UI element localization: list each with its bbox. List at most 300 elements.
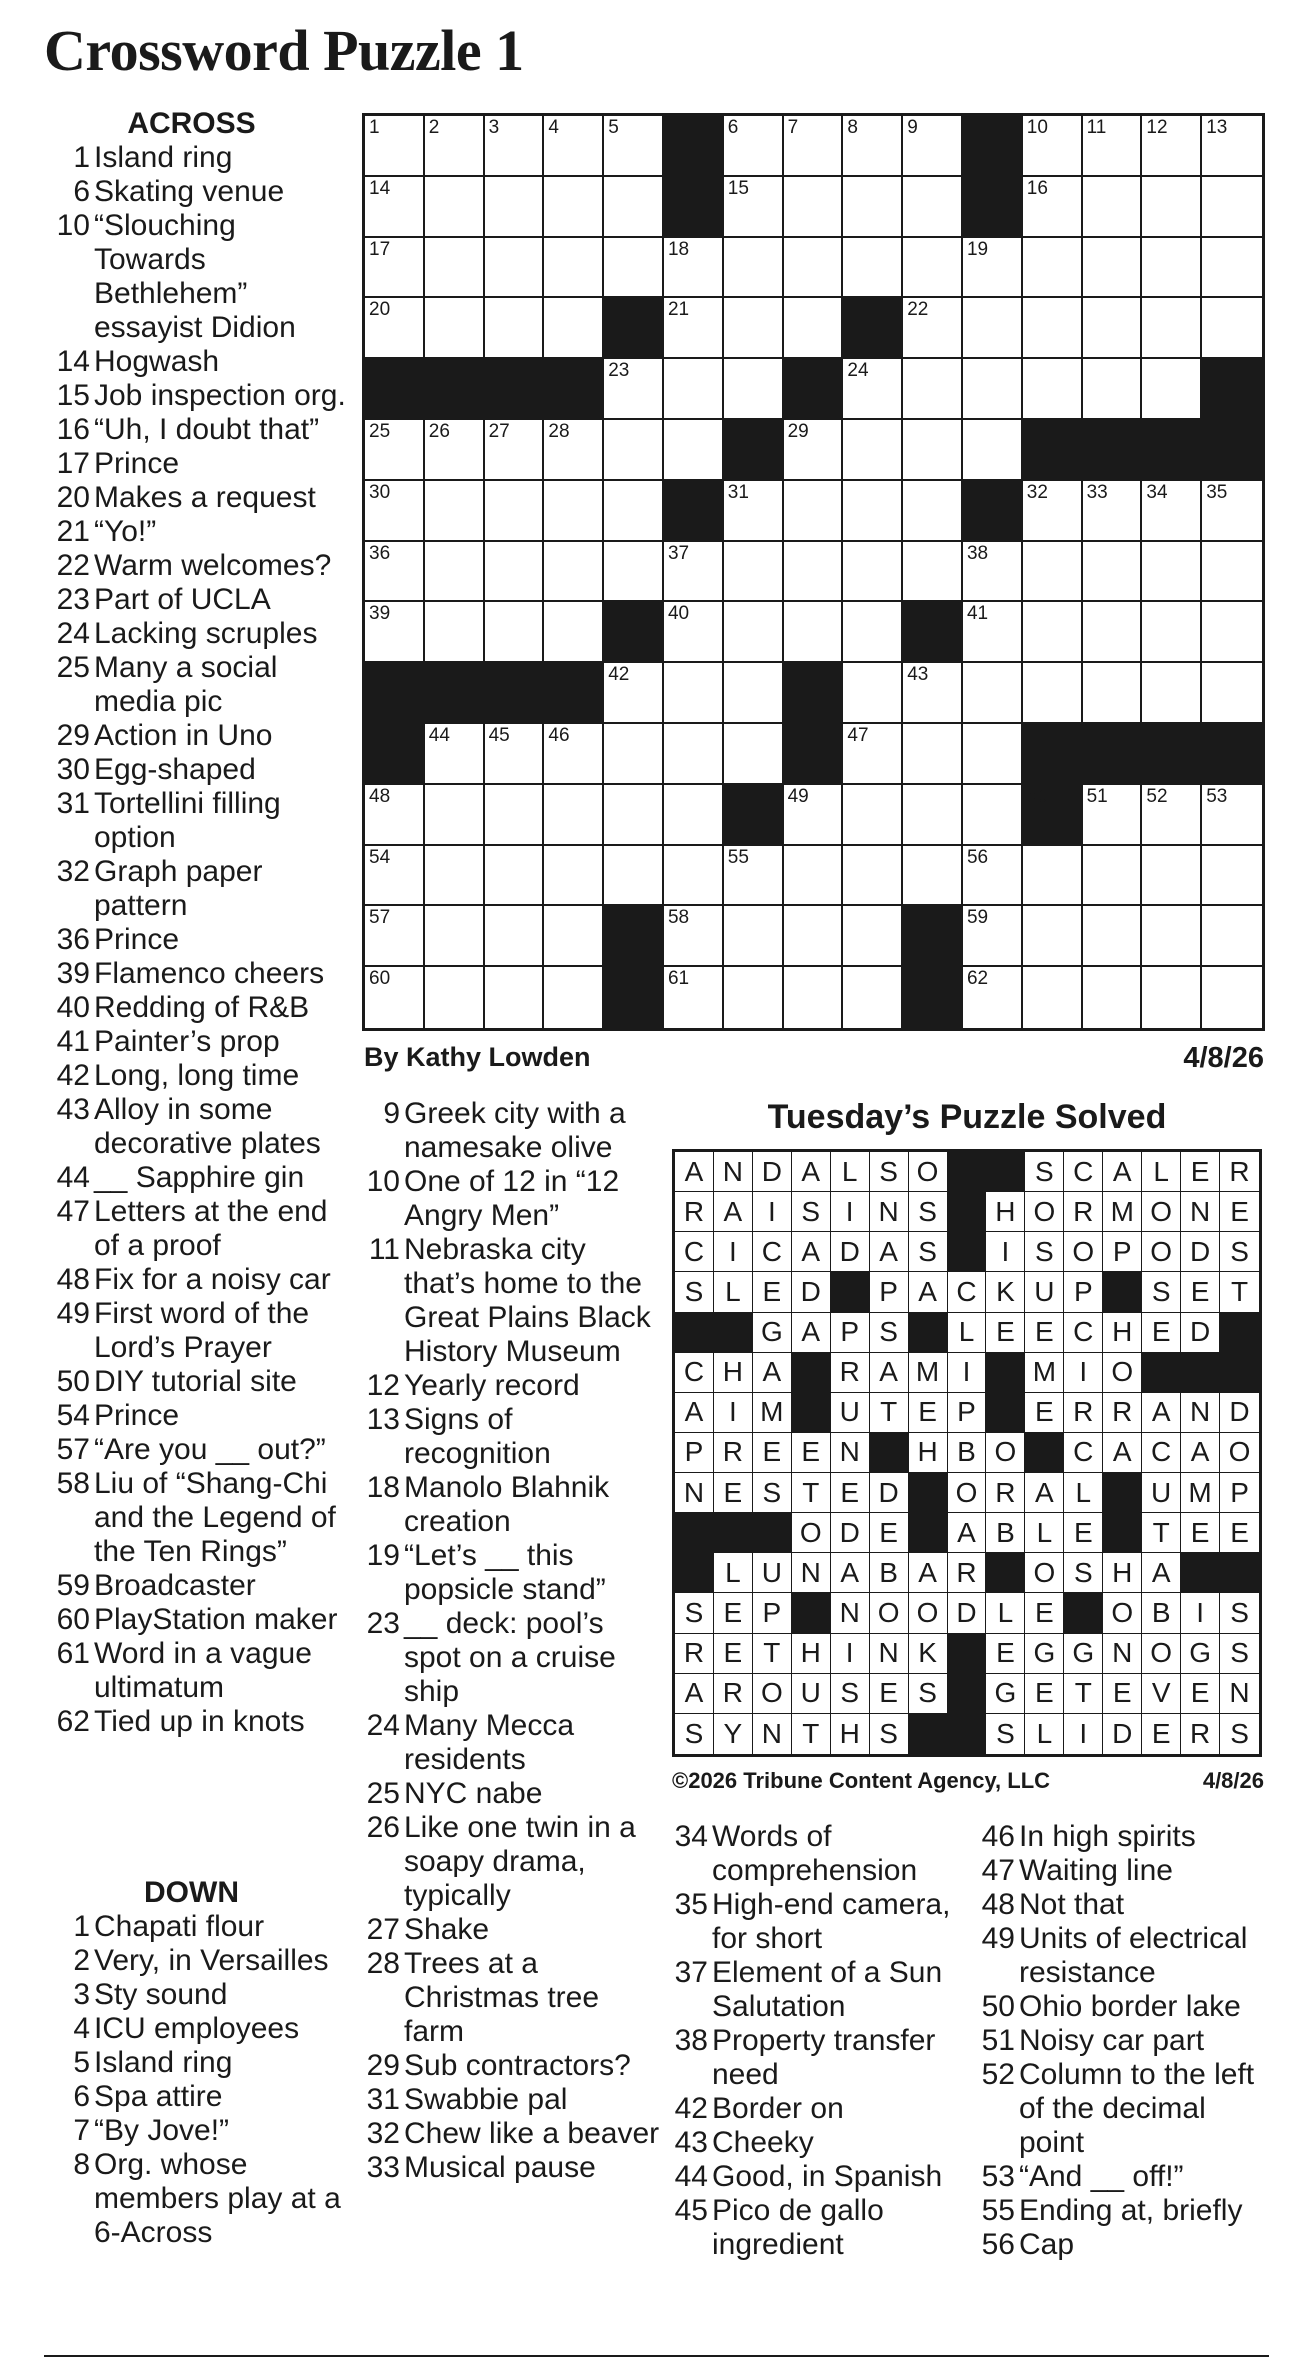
grid-cell[interactable] [1083,359,1143,420]
grid-cell[interactable] [1142,359,1202,420]
solved-letter: S [870,1714,909,1754]
grid-cell[interactable] [365,542,425,603]
grid-cell[interactable] [664,785,724,846]
grid-cell[interactable] [365,298,425,359]
clue-number: 29 [366,2049,400,2082]
bottom-divider [44,2355,1269,2357]
black-square [1083,420,1143,481]
grid-cell[interactable] [425,542,485,603]
grid-cell[interactable] [724,602,784,663]
grid-cell[interactable] [485,542,545,603]
grid-cell[interactable] [485,846,545,907]
solved-letter: U [831,1393,870,1433]
grid-cell[interactable] [544,785,604,846]
grid-cell[interactable] [1142,481,1202,542]
grid-cell[interactable] [485,177,545,238]
black-square [1202,359,1262,420]
solved-letter: R [675,1634,714,1674]
grid-cell[interactable] [1023,846,1083,907]
grid-cell[interactable] [1023,359,1083,420]
grid-cell[interactable] [425,116,485,177]
clue-number: 33 [366,2151,400,2184]
black-square [963,116,1023,177]
clue-number: 16 [56,413,90,446]
clue-text: Like one twin in a soapy drama, typically [404,1811,636,1912]
clue-text: Word in a vague ultimatum [94,1637,312,1704]
grid-cell[interactable] [903,298,963,359]
black-square [903,602,963,663]
grid-cell[interactable] [1083,663,1143,724]
grid-cell[interactable] [903,116,963,177]
grid-cell[interactable] [903,724,963,785]
clue-text: First word of the Lord’s Prayer [94,1297,310,1364]
grid-cell[interactable] [604,359,664,420]
grid-cell[interactable] [604,481,664,542]
grid-cell[interactable] [485,298,545,359]
clue-number: 56 [981,2228,1015,2261]
black-square [1142,420,1202,481]
grid-cell[interactable] [963,298,1023,359]
down-clue-19 [360,1539,660,1607]
grid-cell[interactable] [544,420,604,481]
grid-cell[interactable] [724,724,784,785]
down-clue-18 [360,1471,660,1539]
solved-letter: E [1181,1674,1220,1714]
grid-cell[interactable] [1142,785,1202,846]
solved-letter: E [1142,1313,1181,1353]
grid-cell[interactable] [1202,846,1262,907]
grid-cell[interactable] [485,238,545,299]
grid-cell[interactable] [544,116,604,177]
down-clue-list-2 [360,1097,660,2185]
grid-cell[interactable] [724,846,784,907]
grid-cell[interactable] [664,663,724,724]
grid-cell[interactable] [604,177,664,238]
solved-letter: S [1025,1232,1064,1272]
grid-cell[interactable] [963,724,1023,785]
clue-text: Nebraska city that’s home to the Great Plains Black History Museum [404,1233,651,1368]
grid-cell[interactable] [1142,116,1202,177]
grid-cell[interactable] [425,724,485,785]
clue-number: 30 [56,753,90,786]
solved-letter: C [1064,1152,1103,1192]
grid-cell[interactable] [485,967,545,1028]
solved-black-square [909,1473,948,1513]
grid-cell[interactable] [784,906,844,967]
grid-cell[interactable] [784,298,844,359]
grid-cell[interactable] [843,846,903,907]
grid-cell[interactable] [604,785,664,846]
down-clue-51 [975,2024,1275,2058]
grid-cell[interactable] [1202,116,1262,177]
grid-cell[interactable] [1142,663,1202,724]
grid-cell[interactable] [724,542,784,603]
grid-cell[interactable] [604,663,664,724]
grid-cell[interactable] [784,177,844,238]
solved-letter: R [831,1353,870,1393]
solved-letter: C [1064,1313,1103,1353]
grid-cell[interactable] [963,359,1023,420]
grid-cell[interactable] [544,481,604,542]
solved-letter: A [870,1353,909,1393]
solved-letter: E [714,1593,753,1633]
grid-cell[interactable] [903,420,963,481]
grid-cell[interactable] [425,846,485,907]
solved-letter: E [1025,1593,1064,1633]
grid-cell[interactable] [365,238,425,299]
grid-cell[interactable] [365,177,425,238]
grid-cell[interactable] [1083,967,1143,1028]
grid-cell[interactable] [1202,663,1262,724]
grid-cell[interactable] [604,420,664,481]
clue-number: 8 [73,2148,90,2181]
down-clue-55 [975,2194,1275,2228]
grid-cell[interactable] [724,116,784,177]
grid-cell[interactable] [664,542,724,603]
solved-letter: S [831,1674,870,1714]
grid-cell[interactable] [1023,238,1083,299]
clue-number: 51 [981,2024,1015,2057]
clue-text: Skating venue [94,175,285,208]
grid-cell[interactable] [664,420,724,481]
grid-cell[interactable] [1142,298,1202,359]
solved-letter: M [909,1353,948,1393]
down-clue-13 [360,1403,660,1471]
solved-letter: S [1220,1634,1259,1674]
grid-cell[interactable] [784,238,844,299]
down-clue-37 [668,1956,968,2024]
grid-cell[interactable] [664,602,724,663]
grid-cell[interactable] [425,785,485,846]
grid-cell[interactable] [1142,238,1202,299]
clue-text: Prince [94,447,180,480]
grid-cell[interactable] [784,785,844,846]
solved-letter: O [1220,1433,1259,1473]
grid-cell[interactable] [963,602,1023,663]
grid-cell[interactable] [544,602,604,663]
grid-cell[interactable] [425,967,485,1028]
grid-cell[interactable] [1023,542,1083,603]
grid-cell[interactable] [1142,602,1202,663]
clue-number: 48 [56,1263,90,1296]
grid-cell[interactable] [425,238,485,299]
grid-cell[interactable] [1083,542,1143,603]
grid-cell[interactable] [1142,906,1202,967]
across-clue-36 [50,923,350,957]
solved-letter: T [792,1473,831,1513]
grid-cell[interactable] [903,177,963,238]
grid-cell[interactable] [544,177,604,238]
clue-number: 62 [56,1705,90,1738]
grid-cell[interactable] [1202,542,1262,603]
grid-cell[interactable] [1023,116,1083,177]
grid-cell[interactable] [664,298,724,359]
grid-cell[interactable] [843,238,903,299]
cell-number: 22 [907,299,929,321]
grid-cell[interactable] [544,846,604,907]
grid-cell[interactable] [1083,177,1143,238]
solved-letter: N [753,1714,792,1754]
solved-black-square [753,1513,792,1553]
grid-cell[interactable] [1083,785,1143,846]
grid-cell[interactable] [604,846,664,907]
across-clue-54 [50,1399,350,1433]
grid-cell[interactable] [1083,298,1143,359]
cell-number: 56 [966,846,989,868]
cell-number: 57 [369,907,391,929]
grid-cell[interactable] [365,602,425,663]
cell-number: 36 [369,542,391,564]
solved-letter: A [792,1313,831,1353]
clue-text: “Uh, I doubt that” [94,413,320,446]
grid-cell[interactable] [724,359,784,420]
grid-cell[interactable] [1202,298,1262,359]
solved-black-square [948,1674,987,1714]
grid-cell[interactable] [784,846,844,907]
clue-number: 42 [674,2092,708,2125]
grid-cell[interactable] [1083,602,1143,663]
grid-cell[interactable] [1142,542,1202,603]
solved-letter: E [831,1473,870,1513]
down-clue-list-3 [668,1820,968,2262]
grid-cell[interactable] [784,967,844,1028]
grid-cell[interactable] [963,420,1023,481]
cell-number: 21 [667,299,690,321]
clue-text: High-end camera, for short [712,1888,951,1955]
grid-cell[interactable] [425,602,485,663]
grid-cell[interactable] [843,359,903,420]
grid-cell[interactable] [1202,177,1262,238]
grid-cell[interactable] [365,846,425,907]
clue-number: 28 [366,1947,400,1980]
grid-cell[interactable] [724,298,784,359]
grid-cell[interactable] [843,724,903,785]
solved-black-square [1220,1553,1259,1593]
grid-cell[interactable] [724,481,784,542]
grid-cell[interactable] [963,785,1023,846]
grid-cell[interactable] [1023,967,1083,1028]
grid-cell[interactable] [365,785,425,846]
grid-cell[interactable] [544,724,604,785]
grid-cell[interactable] [544,906,604,967]
grid-cell[interactable] [843,420,903,481]
solved-black-square [675,1513,714,1553]
grid-cell[interactable] [1083,846,1143,907]
grid-cell[interactable] [1083,906,1143,967]
grid-cell[interactable] [664,846,724,907]
down-clue-25 [360,1777,660,1811]
grid-cell[interactable] [843,663,903,724]
grid-cell[interactable] [784,542,844,603]
across-clue-list [50,141,350,1739]
grid-cell[interactable] [1142,967,1202,1028]
grid-cell[interactable] [1202,238,1262,299]
solved-letter: R [714,1674,753,1714]
cell-number: 16 [1026,177,1048,199]
solved-letter: L [1025,1714,1064,1754]
solved-letter: A [909,1553,948,1593]
grid-cell[interactable] [843,116,903,177]
grid-cell[interactable] [903,663,963,724]
grid-cell[interactable] [485,420,545,481]
crossword-grid [362,113,1265,1031]
solved-letter: B [986,1513,1025,1553]
clue-number: 37 [674,1956,708,1989]
grid-cell[interactable] [903,785,963,846]
grid-cell[interactable] [843,481,903,542]
grid-cell[interactable] [365,967,425,1028]
grid-cell[interactable] [604,238,664,299]
grid-cell[interactable] [963,542,1023,603]
across-clue-49 [50,1297,350,1365]
grid-cell[interactable] [1142,846,1202,907]
cell-number: 26 [428,420,450,442]
grid-cell[interactable] [425,906,485,967]
grid-cell[interactable] [604,116,664,177]
grid-cell[interactable] [544,238,604,299]
solved-letter: A [1103,1433,1142,1473]
grid-cell[interactable] [1202,481,1262,542]
grid-cell[interactable] [664,906,724,967]
clue-number: 19 [366,1539,400,1572]
grid-cell[interactable] [664,359,724,420]
solved-letter: S [1220,1593,1259,1633]
grid-cell[interactable] [365,116,425,177]
grid-cell[interactable] [485,602,545,663]
clue-number: 6 [73,2080,90,2113]
solved-letter: L [714,1272,753,1312]
grid-cell[interactable] [963,663,1023,724]
grid-cell[interactable] [724,967,784,1028]
cell-number: 61 [667,968,690,990]
clue-number: 17 [56,447,90,480]
grid-cell[interactable] [1023,602,1083,663]
grid-cell[interactable] [1023,906,1083,967]
grid-cell[interactable] [843,906,903,967]
down-clue-11 [360,1233,660,1369]
clue-text: DIY tutorial site [94,1365,297,1398]
grid-cell[interactable] [724,663,784,724]
grid-cell[interactable] [1202,906,1262,967]
solved-letter: G [1181,1634,1220,1674]
grid-cell[interactable] [425,420,485,481]
grid-cell[interactable] [843,177,903,238]
grid-cell[interactable] [1023,177,1083,238]
grid-cell[interactable] [963,238,1023,299]
grid-cell[interactable] [903,481,963,542]
grid-cell[interactable] [425,481,485,542]
clue-number: 34 [674,1820,708,1853]
solved-letter: H [714,1353,753,1393]
grid-cell[interactable] [485,785,545,846]
grid-cell[interactable] [843,602,903,663]
grid-cell[interactable] [664,724,724,785]
cell-number: 53 [1206,785,1228,807]
solved-letter: T [1064,1674,1103,1714]
grid-cell[interactable] [963,906,1023,967]
grid-cell[interactable] [843,542,903,603]
solved-letter: L [714,1553,753,1593]
grid-cell[interactable] [425,298,485,359]
across-clue-40 [50,991,350,1025]
solved-letter: S [1064,1553,1103,1593]
grid-cell[interactable] [903,542,963,603]
grid-cell[interactable] [365,481,425,542]
cell-number: 44 [428,724,450,746]
grid-cell[interactable] [963,967,1023,1028]
across-clue-20 [50,481,350,515]
grid-cell[interactable] [903,238,963,299]
black-square [1083,724,1143,785]
grid-cell[interactable] [784,420,844,481]
grid-cell[interactable] [1023,663,1083,724]
grid-cell[interactable] [425,177,485,238]
grid-cell[interactable] [544,542,604,603]
clue-number: 32 [56,855,90,888]
grid-cell[interactable] [1202,967,1262,1028]
solved-letter: P [831,1313,870,1353]
grid-cell[interactable] [485,481,545,542]
grid-cell[interactable] [1083,238,1143,299]
grid-cell[interactable] [1142,177,1202,238]
grid-cell[interactable] [843,967,903,1028]
down-clue-12 [360,1369,660,1403]
grid-cell[interactable] [724,177,784,238]
grid-cell[interactable] [724,906,784,967]
grid-cell[interactable] [784,116,844,177]
solved-letter: A [1025,1473,1064,1513]
solved-letter: E [753,1272,792,1312]
grid-cell[interactable] [664,967,724,1028]
grid-cell[interactable] [544,298,604,359]
grid-cell[interactable] [485,724,545,785]
grid-cell[interactable] [1202,602,1262,663]
solved-letter: N [1181,1393,1220,1433]
grid-cell[interactable] [485,906,545,967]
solved-letter: E [909,1393,948,1433]
grid-cell[interactable] [903,359,963,420]
clue-text: Part of UCLA [94,583,271,616]
grid-cell[interactable] [843,785,903,846]
grid-cell[interactable] [1023,298,1083,359]
solved-letter: C [675,1353,714,1393]
solved-letter: O [1142,1634,1181,1674]
cell-number: 41 [966,603,989,625]
grid-cell[interactable] [604,542,664,603]
black-square [1023,785,1083,846]
grid-cell[interactable] [604,724,664,785]
grid-cell[interactable] [1023,481,1083,542]
grid-cell[interactable] [724,238,784,299]
grid-cell[interactable] [1083,481,1143,542]
solved-letter: O [909,1593,948,1633]
down-clue-34 [668,1820,968,1888]
grid-cell[interactable] [784,602,844,663]
solved-letter: S [909,1192,948,1232]
grid-cell[interactable] [903,846,963,907]
clue-number: 6 [73,175,90,208]
grid-cell[interactable] [485,116,545,177]
grid-cell[interactable] [544,967,604,1028]
grid-cell[interactable] [1202,785,1262,846]
black-square [903,967,963,1028]
grid-cell[interactable] [963,846,1023,907]
grid-cell[interactable] [664,238,724,299]
grid-cell[interactable] [365,420,425,481]
grid-cell[interactable] [365,906,425,967]
grid-cell[interactable] [784,481,844,542]
grid-cell[interactable] [1083,116,1143,177]
